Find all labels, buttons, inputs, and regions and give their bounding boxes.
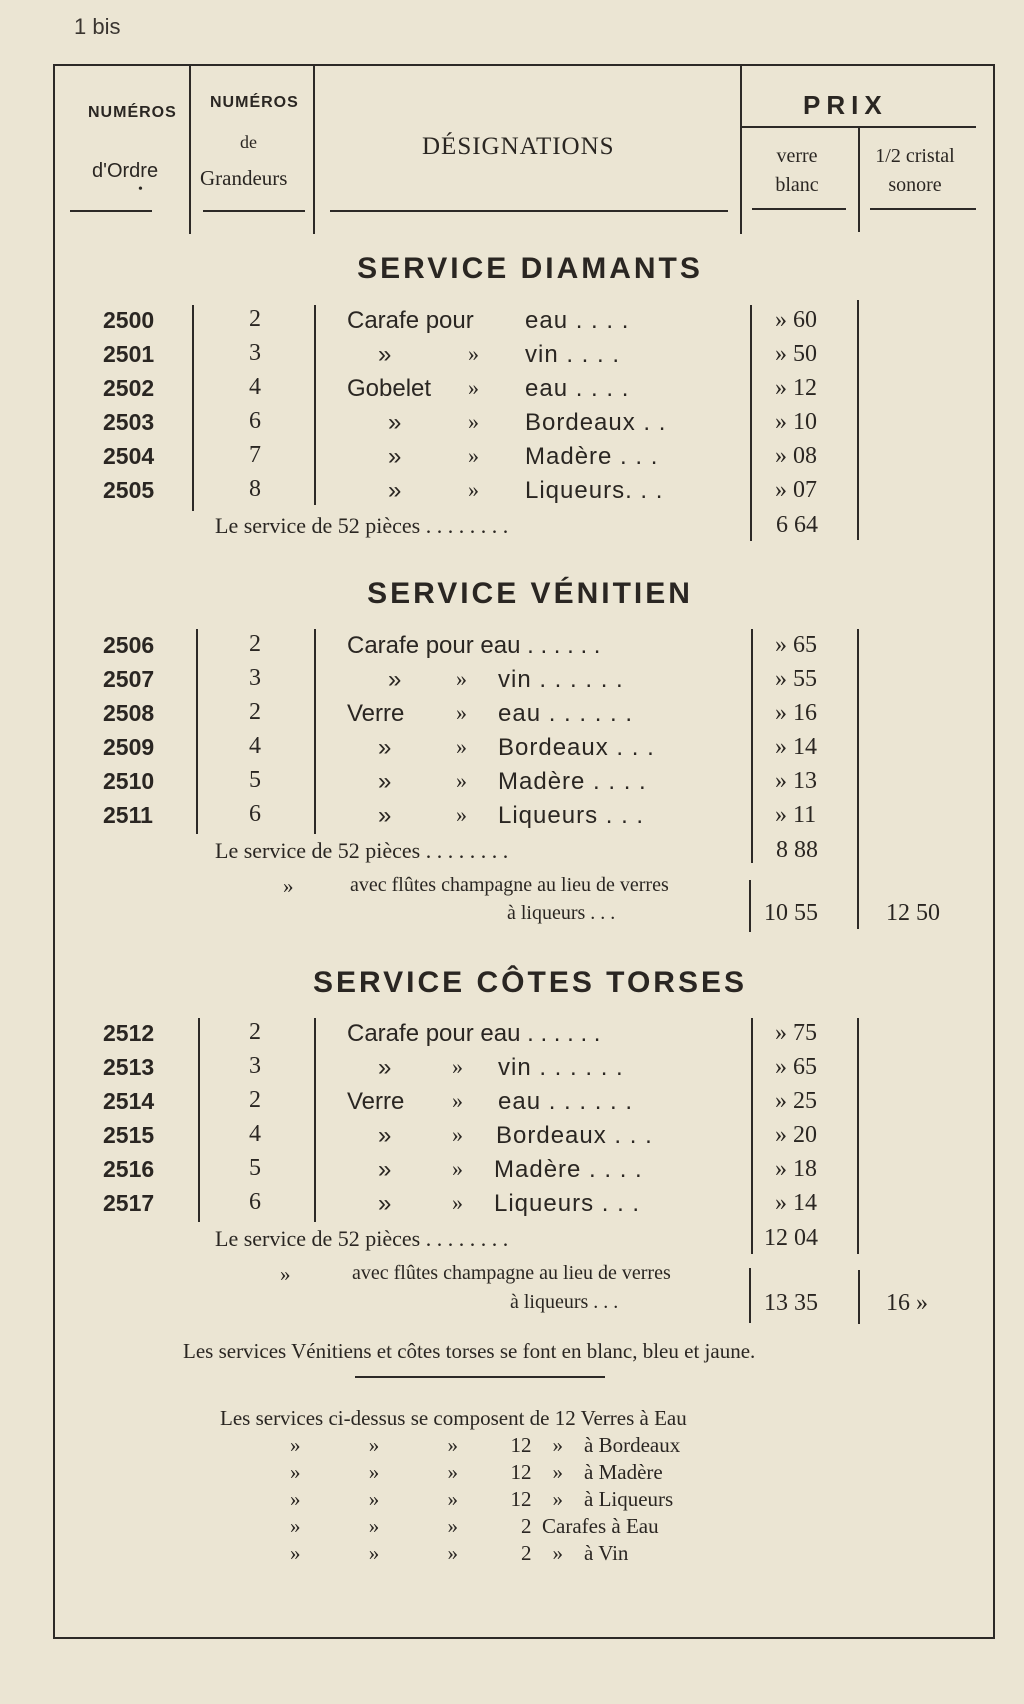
ditto-marker: » (283, 874, 294, 898)
order-number: 2510 (103, 768, 155, 794)
page-number: 1 bis (74, 14, 121, 39)
designation-item: Carafe pour (347, 307, 474, 334)
table-row (0, 373, 1024, 405)
price-verre-blanc: » 65 (775, 1054, 817, 1080)
table-row (0, 339, 1024, 371)
column-divider (749, 880, 751, 932)
colors-note: Les services Vénitiens et côtes torses se font en blanc, bleu et jaune. (183, 1339, 756, 1363)
designation-item: » (378, 768, 392, 795)
header-underline (70, 210, 152, 212)
service-total-price: 6 64 (776, 512, 818, 538)
designation-ditto: » (456, 802, 467, 827)
size-number: 2 (249, 631, 261, 657)
service-total-label: Le service de 52 pièces . . . . . . . . (215, 513, 509, 538)
order-number: 2511 (103, 802, 153, 828)
designation-ditto: » (468, 409, 479, 434)
header-numeros-grandeurs: NUMÉROS (210, 94, 299, 111)
size-number: 7 (249, 442, 261, 468)
header-divider (858, 128, 860, 232)
order-number: 2508 (103, 700, 155, 726)
order-number: 2503 (103, 409, 155, 435)
size-number: 3 (249, 340, 261, 366)
price-verre-blanc: » 12 (775, 375, 817, 401)
composition-line: » » » 2 Carafes à Eau (290, 1514, 659, 1538)
designation-item: » (378, 1190, 392, 1217)
designation-ditto: » (456, 734, 467, 759)
designation-type: vin . . . . . . (498, 666, 624, 693)
designation-item: Carafe pour eau . . . . . . (347, 632, 601, 659)
designation-item: » (378, 802, 392, 829)
order-number: 2506 (103, 632, 155, 658)
table-row (0, 630, 1024, 662)
price-verre-blanc: » 16 (775, 700, 817, 726)
composition-line: » » » 12 » à Liqueurs (290, 1487, 674, 1511)
table-row (0, 698, 1024, 730)
designation-item: » (378, 734, 392, 761)
extra-option-line1: avec flûtes champagne au lieu de verres (350, 874, 669, 896)
designation-item: » (388, 409, 402, 436)
designation-ditto: » (468, 477, 479, 502)
designation-ditto: » (456, 768, 467, 793)
price-verre-blanc: » 55 (775, 666, 817, 692)
size-number: 8 (249, 476, 261, 502)
header-ordre: d'Ordre (92, 160, 159, 182)
header-dot: • (138, 182, 143, 197)
table-row (0, 305, 1024, 337)
size-number: 5 (249, 767, 261, 793)
size-number: 3 (249, 1053, 261, 1079)
size-number: 2 (249, 1019, 261, 1045)
designation-type: Madère . . . . (498, 768, 647, 795)
designation-ditto: » (452, 1156, 463, 1181)
designation-type: eau . . . . . . (498, 700, 634, 727)
designation-ditto: » (468, 375, 479, 400)
separator-rule (355, 1376, 605, 1378)
composition-line: » » » 2 » à Vin (290, 1541, 629, 1565)
designation-type: eau . . . . (525, 307, 630, 334)
header-verre-line1: verre (776, 145, 818, 167)
price-verre-blanc: » 14 (775, 1190, 817, 1216)
table-row (0, 441, 1024, 473)
header-rule (740, 126, 976, 128)
order-number: 2517 (103, 1190, 155, 1216)
table-row (0, 1120, 1024, 1152)
ditto-marker: » (280, 1262, 291, 1286)
header-cristal (860, 142, 970, 200)
price-verre-blanc: » 75 (775, 1020, 817, 1046)
designation-type: vin . . . . . . (498, 1054, 624, 1081)
size-number: 2 (249, 699, 261, 725)
column-divider (858, 1270, 860, 1324)
size-number: 6 (249, 1189, 261, 1215)
price-verre-blanc: » 14 (775, 734, 817, 760)
section-title: SERVICE VÉNITIEN (367, 577, 693, 610)
service-total-label: Le service de 52 pièces . . . . . . . . (215, 1226, 509, 1251)
table-row (0, 732, 1024, 764)
size-number: 4 (249, 374, 261, 400)
table-row (0, 766, 1024, 798)
header-grandeurs: Grandeurs (200, 166, 288, 190)
designation-item: » (378, 1122, 392, 1149)
designation-type: eau . . . . (525, 375, 630, 402)
order-number: 2507 (103, 666, 155, 692)
designation-ditto: » (468, 443, 479, 468)
composition-line: » » » 12 » à Madère (290, 1460, 663, 1484)
header-divider (313, 66, 315, 234)
designation-item: » (388, 477, 402, 504)
header-prix: PRIX (803, 90, 888, 120)
price-verre-blanc: » 25 (775, 1088, 817, 1114)
table-row (0, 800, 1024, 832)
designation-type: vin . . . . (525, 341, 621, 368)
price-verre-blanc: » 60 (775, 307, 817, 333)
price-verre-blanc: » 10 (775, 409, 817, 435)
order-number: 2504 (103, 443, 155, 469)
service-total-price: 12 04 (764, 1225, 818, 1251)
order-number: 2514 (103, 1088, 155, 1114)
designation-ditto: » (452, 1054, 463, 1079)
table-row (0, 1018, 1024, 1050)
header-cristal-line1: 1/2 cristal (875, 145, 955, 167)
header-cristal-line2: sonore (888, 174, 942, 196)
designation-item: » (378, 341, 392, 368)
extra-option-line2: à liqueurs . . . (510, 1291, 619, 1313)
size-number: 4 (249, 733, 261, 759)
table-row (0, 407, 1024, 439)
order-number: 2512 (103, 1020, 155, 1046)
size-number: 2 (249, 1087, 261, 1113)
size-number: 3 (249, 665, 261, 691)
designation-item: Verre (347, 1088, 405, 1115)
price-verre-blanc: » 08 (775, 443, 817, 469)
price-verre-blanc: » 13 (775, 768, 817, 794)
header-divider (740, 66, 742, 234)
table-row (0, 1154, 1024, 1186)
designation-type: Liqueurs. . . (525, 477, 664, 504)
header-underline (870, 208, 976, 210)
size-number: 2 (249, 306, 261, 332)
order-number: 2501 (103, 341, 155, 367)
price-verre-blanc: » 65 (775, 632, 817, 658)
header-designations: DÉSIGNATIONS (422, 133, 615, 160)
composition-line: Les services ci-dessus se composent de 12 Verres à Eau (220, 1406, 687, 1430)
header-divider (189, 66, 191, 234)
designation-type: Bordeaux . . . (498, 734, 655, 761)
designation-ditto: » (468, 341, 479, 366)
order-number: 2516 (103, 1156, 155, 1182)
designation-type: Madère . . . (525, 443, 659, 470)
table-row (0, 1086, 1024, 1118)
size-number: 5 (249, 1155, 261, 1181)
section-title: SERVICE DIAMANTS (357, 252, 703, 285)
order-number: 2509 (103, 734, 155, 760)
extra-option-line2: à liqueurs . . . (507, 902, 616, 924)
page-frame (53, 64, 995, 1639)
designation-item: » (378, 1156, 392, 1183)
composition-line: » » » 12 » à Bordeaux (290, 1433, 681, 1457)
price-verre-blanc: » 18 (775, 1156, 817, 1182)
header-underline (330, 210, 728, 212)
designation-ditto: » (452, 1122, 463, 1147)
order-number: 2502 (103, 375, 155, 401)
designation-ditto: » (452, 1190, 463, 1215)
designation-item: » (378, 1054, 392, 1081)
designation-item: » (388, 666, 402, 693)
designation-ditto: » (456, 700, 467, 725)
header-underline (752, 208, 846, 210)
extra-price-verre-blanc: 13 35 (764, 1290, 818, 1316)
header-verre-blanc (772, 142, 822, 200)
designation-item: Verre (347, 700, 405, 727)
header-verre-line2: blanc (775, 174, 819, 196)
designation-ditto: » (452, 1088, 463, 1113)
order-number: 2515 (103, 1122, 155, 1148)
price-verre-blanc: » 11 (775, 802, 817, 828)
designation-item: Gobelet (347, 375, 432, 402)
designation-type: Liqueurs . . . (494, 1190, 641, 1217)
table-row (0, 1188, 1024, 1220)
extra-price-cristal: 16 » (886, 1290, 928, 1316)
designation-type: eau . . . . . . (498, 1088, 634, 1115)
price-verre-blanc: » 07 (775, 477, 817, 503)
designation-type: Madère . . . . (494, 1156, 643, 1183)
designation-type: Liqueurs . . . (498, 802, 645, 829)
designation-item: Carafe pour eau . . . . . . (347, 1020, 601, 1047)
designation-type: Bordeaux . . (525, 409, 667, 436)
header-numeros-ordre: NUMÉROS (88, 104, 177, 121)
header-de: de (240, 132, 257, 152)
size-number: 6 (249, 408, 261, 434)
order-number: 2505 (103, 477, 155, 503)
section-title: SERVICE CÔTES TORSES (313, 966, 747, 999)
size-number: 4 (249, 1121, 261, 1147)
designation-type: Bordeaux . . . (496, 1122, 653, 1149)
order-number: 2500 (103, 307, 155, 333)
column-divider (749, 1268, 751, 1323)
table-row (0, 664, 1024, 696)
extra-price-cristal: 12 50 (886, 900, 940, 926)
extra-option-line1: avec flûtes champagne au lieu de verres (352, 1262, 671, 1284)
designation-item: » (388, 443, 402, 470)
price-verre-blanc: » 20 (775, 1122, 817, 1148)
table-row (0, 475, 1024, 507)
price-verre-blanc: » 50 (775, 341, 817, 367)
service-total-label: Le service de 52 pièces . . . . . . . . (215, 838, 509, 863)
size-number: 6 (249, 801, 261, 827)
extra-price-verre-blanc: 10 55 (764, 900, 818, 926)
header-underline (203, 210, 305, 212)
order-number: 2513 (103, 1054, 155, 1080)
table-row (0, 1052, 1024, 1084)
service-total-price: 8 88 (776, 837, 818, 863)
designation-ditto: » (456, 666, 467, 691)
